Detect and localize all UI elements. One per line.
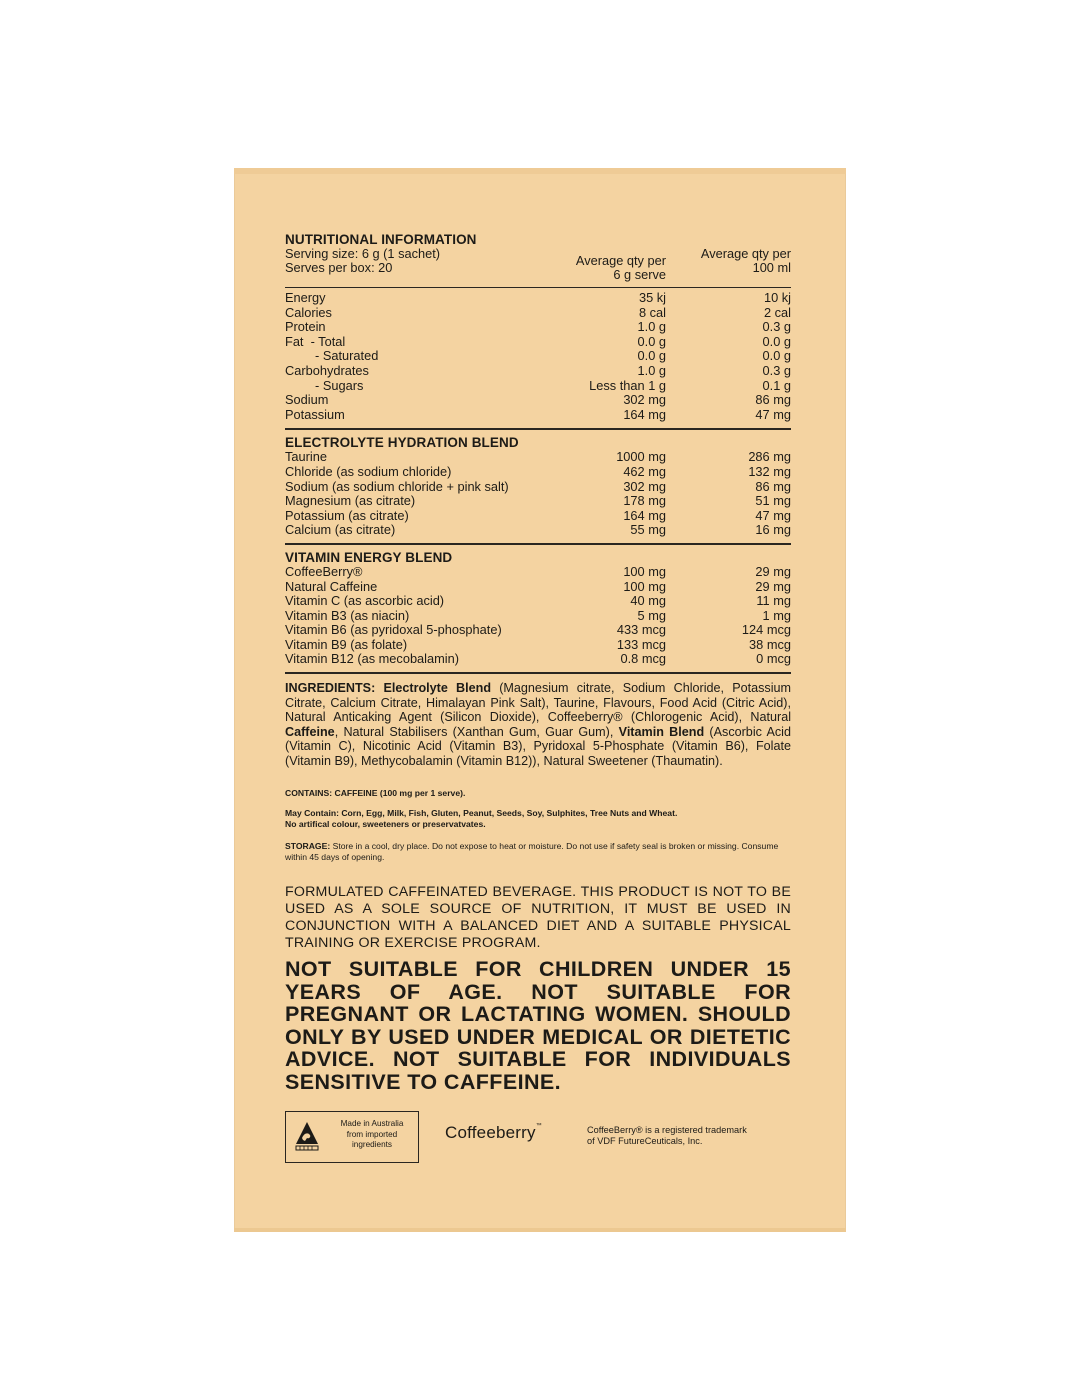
table-row: Vitamin B12 (as mecobalamin) 0.8 mcg 0 mcg <box>285 651 791 667</box>
col-b-heading-1: Average qty per <box>700 246 791 261</box>
table-row: Carbohydrates 1.0 g 0.3 g <box>285 362 791 378</box>
kangaroo-triangle-icon <box>294 1120 320 1152</box>
col-a-heading-1: Average qty per <box>575 253 666 268</box>
coffeeberry-logo: Coffeeberry™ <box>445 1123 542 1143</box>
table-row: Sodium (as sodium chloride + pink salt) 302 mg 86 mg <box>285 478 791 494</box>
trademark-mark: ™ <box>535 1123 542 1130</box>
table-row: Vitamin B3 (as niacin) 5 mg 1 mg <box>285 607 791 623</box>
divider <box>285 672 791 674</box>
electrolyte-blend-label: Electrolyte Blend <box>383 681 492 696</box>
divider <box>285 428 791 430</box>
divider <box>285 287 791 288</box>
table-row: Sodium 302 mg 86 mg <box>285 392 791 408</box>
contains-caffeine: CONTAINS: CAFFEINE (100 mg per 1 serve). <box>285 787 466 798</box>
electrolyte-title: ELECTROLYTE HYDRATION BLEND <box>285 435 519 451</box>
warning-notice: NOT SUITABLE FOR CHILDREN UNDER 15 YEARS OF AGE. NOT SUITABLE FOR PREGNANT OR LACTATING WOMEN. SHOULD ONLY BY USED UNDER MEDICAL OR DIETETIC ADVICE. NOT SUITABLE FOR INDIVIDUALS SENSITIVE TO CAFFEINE. <box>285 957 791 1094</box>
made-in-australia-badge: Made in Australia from imported ingredients <box>285 1111 419 1163</box>
electrolyte-rows <box>285 450 791 538</box>
vitamin-rows <box>285 565 791 667</box>
serving-size: Serving size: 6 g (1 sachet) <box>285 246 441 261</box>
footer <box>285 1111 791 1171</box>
table-row: Vitamin B6 (as pyridoxal 5-phosphate) 433 mcg 124 mcg <box>285 622 791 638</box>
vitamin-title: VITAMIN ENERGY BLEND <box>285 549 453 565</box>
table-row: Vitamin C (as ascorbic acid) 40 mg 11 mg <box>285 593 791 609</box>
col-b-heading-2: 100 ml <box>752 259 791 275</box>
vitamin-blend-label: Vitamin Blend <box>618 724 705 739</box>
table-row: Calcium (as citrate) 55 mg 16 mg <box>285 522 791 538</box>
nutrition-title: NUTRITIONAL INFORMATION <box>285 232 477 247</box>
table-row: Energy 35 kj 10 kj <box>285 290 791 305</box>
storage-instructions: STORAGE: Store in a cool, dry place. Do not expose to heat or moisture. Do not use if safety seal is broken or missing. Consume within 45 days of opening. <box>285 841 779 862</box>
trademark-notice: CoffeeBerry® is a registered trademark of VDF FutureCeuticals, Inc. <box>587 1125 747 1147</box>
may-contain: May Contain: Corn, Egg, Milk, Fish, Gluten, Peanut, Seeds, Soy, Sulphites, Tree Nuts and Wheat. No artifical colour, sweeteners or preservatvates. <box>285 808 678 829</box>
table-row: Potassium 164 mg 47 mg <box>285 406 791 422</box>
table-row: Calories 8 cal 2 cal <box>285 304 791 320</box>
ingredients-text: INGREDIENTS: Electrolyte Blend (Magnesium citrate, Sodium Chloride, Potassium Citrate, Calcium Citrate, Himalayan Pink Salt), Taurine, Flavours, Food Acid (Citric Acid), Natural Anticaking Agent (Silicon Dioxide), Coffeeberry® (Chlorogenic Acid), Natural Caffeine, Natural Stabilisers (Xanthan Gum, Guar Gum), Vitamin Blend (Ascorbic Acid (Vitamin C), Nicotinic Acid (Vitamin B3), Pyridoxal 5-Phosphate (Vitamin B6), Folate (Vitamin B9), Methycobalamin (Vitamin B12)), Natural Sweetener (Thaumatin). <box>285 681 791 769</box>
table-row: Fat - Total 0.0 g 0.0 g <box>285 333 791 349</box>
serves-per-box: Serves per box: 20 <box>285 259 393 275</box>
table-row: Taurine 1000 mg 286 mg <box>285 449 791 465</box>
nutrition-header <box>285 247 791 281</box>
table-row: Natural Caffeine 100 mg 29 mg <box>285 578 791 594</box>
ingredients-label: INGREDIENTS: <box>285 681 376 696</box>
label-content <box>285 232 791 1171</box>
table-row: - Sugars Less than 1 g 0.1 g <box>315 377 791 393</box>
table-row: Magnesium (as citrate) 178 mg 51 mg <box>285 493 791 509</box>
table-row: Potassium (as citrate) 164 mg 47 mg <box>285 507 791 523</box>
box-bottom-edge <box>234 1228 846 1232</box>
nutrition-rows <box>285 291 791 422</box>
table-row: Vitamin B9 (as folate) 133 mcg 38 mcg <box>285 636 791 652</box>
table-row: - Saturated 0.0 g 0.0 g <box>315 348 791 364</box>
product-box-back <box>234 168 846 1232</box>
col-a-heading-2: 6 g serve <box>613 266 666 282</box>
table-row: Chloride (as sodium chloride) 462 mg 132 mg <box>285 463 791 479</box>
table-row: Protein 1.0 g 0.3 g <box>285 319 791 335</box>
box-top-edge <box>234 168 846 174</box>
table-row: CoffeeBerry® 100 mg 29 mg <box>285 563 791 579</box>
formulated-notice: FORMULATED CAFFEINATED BEVERAGE. THIS PRODUCT IS NOT TO BE USED AS A SOLE SOURCE OF NUTRITION, IT MUST BE USED IN CONJUNCTION WITH A BALANCED DIET AND A SUITABLE PHYSICAL TRAINING OR EXERCISE PROGRAM. <box>285 884 791 952</box>
divider <box>285 543 791 545</box>
